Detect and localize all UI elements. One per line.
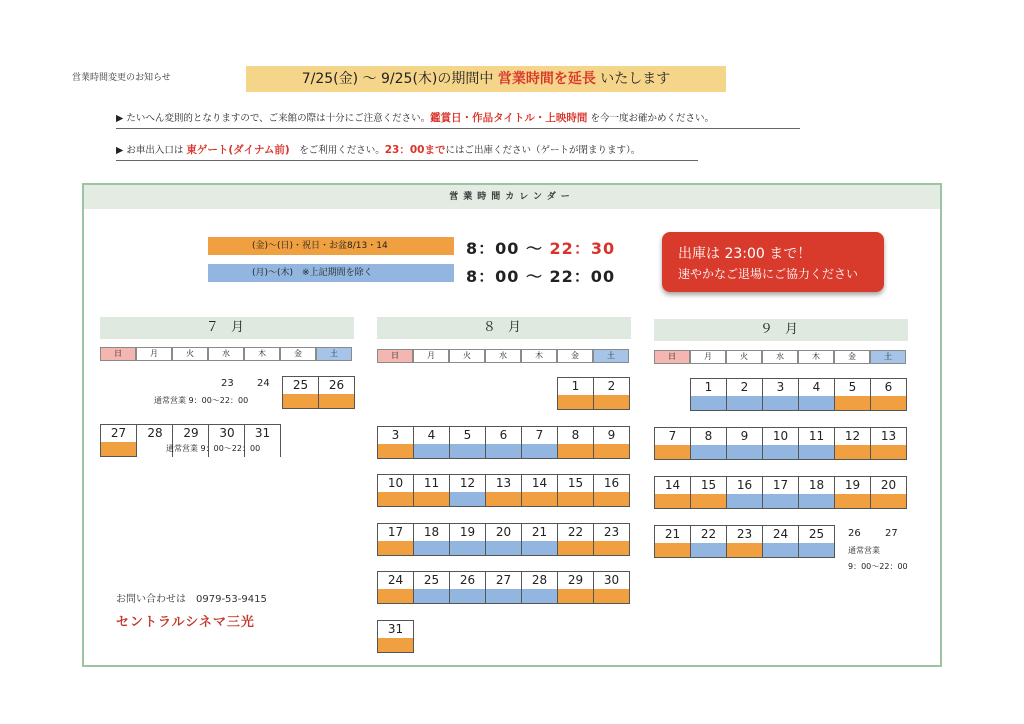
day-number: 29 — [567, 573, 584, 587]
day-number: 9 — [607, 427, 616, 442]
calendar-day-september-4 — [798, 378, 835, 411]
day-number: 25 — [423, 573, 440, 587]
day-number: 24 — [387, 573, 404, 587]
day-number: 8 — [704, 429, 713, 443]
calendar-day-september-22 — [690, 525, 727, 558]
calendar-day-september-13 — [870, 427, 907, 460]
day-number: 21 — [664, 527, 681, 541]
regular-hours-bar — [691, 396, 726, 410]
day-number: 15 — [700, 478, 717, 492]
notice-label: 営業時間変更のお知らせ — [72, 73, 171, 83]
calendar-day-september-8 — [690, 427, 727, 460]
extended-hours-bar — [378, 589, 413, 603]
calendar-day-august-8 — [557, 426, 594, 459]
calendar-day-august-17 — [377, 523, 414, 556]
extended-hours-bar — [871, 494, 906, 508]
extended-hours-bar — [522, 492, 557, 506]
day-number: 19 — [459, 524, 476, 539]
calendar-day-august-24 — [377, 571, 414, 604]
day-number: 3 — [776, 380, 785, 394]
line1-text: ▶ たいへん変則的となりますので、ご来館の際は十分にご注意ください。 — [116, 113, 431, 124]
exit-notice-line1: 出庫は 23:00 まで！ — [678, 246, 812, 262]
period-tilde: ～ — [358, 71, 381, 87]
regular-hours-bar — [763, 445, 798, 459]
sep-day-27: 27 — [885, 528, 898, 539]
weekday-header-august: 木 — [521, 349, 557, 363]
weekday-header-august: 水 — [485, 349, 521, 363]
regular-hours-bar — [414, 589, 449, 603]
day-number: 27 — [110, 426, 127, 440]
regular-hours-bar — [450, 444, 485, 458]
day-number: 11 — [808, 429, 825, 443]
extended-hours-bar — [655, 445, 690, 459]
weekday-header-july: 火 — [172, 347, 208, 361]
weekday-header-august: 火 — [449, 349, 485, 363]
day-number: 25 — [292, 378, 309, 392]
extended-hours-bar — [101, 442, 136, 456]
calendar-day-august-5 — [449, 426, 486, 459]
regular-hours-bar — [414, 541, 449, 555]
day-number: 4 — [812, 380, 821, 394]
extended-hours-bar — [835, 396, 870, 410]
calendar-day-september-7 — [654, 427, 691, 460]
weekday-header-august: 金 — [557, 349, 593, 363]
day-number: 7 — [668, 429, 677, 443]
day-number: 5 — [848, 380, 857, 394]
extended-hours-bar — [655, 543, 690, 557]
day-number: 2 — [607, 379, 616, 393]
day-number: 17 — [387, 524, 404, 539]
calendar-day-jul-25 — [282, 376, 319, 409]
extended-hours-bar — [283, 394, 318, 408]
extended-hours-bar — [594, 395, 629, 409]
calendar-day-august-18 — [413, 523, 450, 556]
extended-hours-bar — [655, 494, 690, 508]
day-number: 30 — [219, 426, 235, 440]
day-number: 30 — [603, 573, 620, 587]
line2-text: ▶ お車出入口は — [116, 145, 187, 156]
day-number: 31 — [387, 621, 404, 636]
legend-weekday-swatch: (月)～(木) ※上記期間を除く — [208, 264, 454, 282]
extended-hours-bar — [691, 494, 726, 508]
day-number: 12 — [844, 429, 861, 443]
weekday-header-july: 日 — [100, 347, 136, 361]
extended-hours-bar — [378, 638, 413, 652]
extended-hours-bar — [835, 445, 870, 459]
extended-hours-bar — [486, 492, 521, 506]
calendar-day-jul-26 — [318, 376, 355, 409]
extended-hours-bar — [378, 541, 413, 555]
day-number: 6 — [884, 380, 893, 394]
calendar-day-august-30 — [593, 571, 630, 604]
day-number: 11 — [423, 476, 440, 490]
period-start: 7/25(金) — [301, 71, 359, 87]
extended-hours-bar — [558, 444, 593, 458]
weekday-header-september: 水 — [762, 350, 798, 364]
day-number: 13 — [880, 429, 897, 443]
extended-hours-bar — [378, 444, 413, 458]
calendar-day-august-19 — [449, 523, 486, 556]
day-number: 12 — [459, 476, 476, 490]
day-number: 9 — [740, 429, 749, 443]
day-number: 5 — [463, 427, 472, 442]
calendar-day-august-14 — [521, 474, 558, 507]
calendar-day-september-16 — [726, 476, 763, 509]
calendar-day-august-10 — [377, 474, 414, 507]
regular-hours-bar — [799, 543, 834, 557]
calendar-day-september-10 — [762, 427, 799, 460]
month-header-august: ８ 月 — [377, 317, 631, 339]
extended-hours-bar — [378, 492, 413, 506]
extended-hours-bar — [558, 541, 593, 555]
day-number: 18 — [423, 524, 440, 539]
calendar-day-september-6 — [870, 378, 907, 411]
calendar-day-august-11 — [413, 474, 450, 507]
line2-highlight-time: 23：00まで — [384, 144, 446, 156]
calendar-day-september-20 — [870, 476, 907, 509]
calendar-day-september-24 — [762, 525, 799, 558]
day-number: 3 — [391, 427, 400, 442]
regular-hours-bar — [799, 445, 834, 459]
day-number: 15 — [567, 476, 584, 490]
line1-end: を今一度お確かめください。 — [587, 113, 714, 124]
day-number: 26 — [328, 378, 345, 392]
day-number: 22 — [700, 527, 717, 541]
day-number: 26 — [459, 573, 476, 587]
july-normal-hours-note-1: 通常営業 9：00～22：00 — [154, 396, 249, 405]
day-number: 24 — [772, 527, 789, 541]
calendar-day-august-4 — [413, 426, 450, 459]
headline-highlight: 営業時間を延長 — [497, 71, 596, 87]
day-number: 23 — [736, 527, 753, 541]
headline-mid: の期間中 — [437, 71, 498, 87]
extended-hours-bar — [558, 589, 593, 603]
calendar-day-september-11 — [798, 427, 835, 460]
day-number: 29 — [183, 426, 199, 440]
extended-hours-bar — [871, 396, 906, 410]
day-number: 17 — [772, 478, 789, 492]
day-number: 16 — [736, 478, 753, 492]
day-number: 7 — [535, 427, 544, 442]
weekday-header-august: 日 — [377, 349, 413, 363]
extended-hours-bar — [319, 394, 354, 408]
regular-hours-bar — [414, 444, 449, 458]
day-number: 16 — [603, 476, 620, 490]
day-number: 27 — [495, 573, 512, 587]
regular-hours-bar — [450, 541, 485, 555]
line2-end: にはご出庫ください（ゲートが閉まります）。 — [445, 145, 641, 156]
calendar-day-september-2 — [726, 378, 763, 411]
calendar-day-jul-27 — [100, 424, 137, 457]
extended-hours-bar — [594, 589, 629, 603]
regular-hours-bar — [691, 543, 726, 557]
sep-normal-hours-note-1: 通常営業 — [848, 546, 880, 555]
weekday-header-july: 金 — [280, 347, 316, 361]
regular-hours-bar — [486, 589, 521, 603]
calendar-day-september-25 — [798, 525, 835, 558]
weekend-hours-start: 8：00 ～ — [466, 239, 550, 258]
weekday-header-july: 水 — [208, 347, 244, 361]
sep-normal-hours-note-2: 9：00～22：00 — [848, 562, 908, 571]
weekday-header-august: 土 — [593, 349, 629, 363]
regular-hours-bar — [450, 492, 485, 506]
july-day-23: 23 — [221, 378, 234, 389]
weekday-header-september: 金 — [834, 350, 870, 364]
calendar-day-september-14 — [654, 476, 691, 509]
extended-hours-bar — [558, 492, 593, 506]
regular-hours-bar — [727, 396, 762, 410]
weekday-header-july: 月 — [136, 347, 172, 361]
regular-hours-bar — [763, 396, 798, 410]
day-number: 2 — [740, 380, 749, 394]
day-number: 10 — [772, 429, 789, 443]
calendar-day-september-9 — [726, 427, 763, 460]
calendar-day-august-28 — [521, 571, 558, 604]
day-number: 14 — [531, 476, 548, 490]
weekday-header-august: 月 — [413, 349, 449, 363]
calendar-day-august-27 — [485, 571, 522, 604]
july-normal-hours-note-2: 通常営業 9：00～22：00 — [166, 444, 261, 453]
day-number: 4 — [427, 427, 436, 442]
extended-hours-bar — [558, 395, 593, 409]
day-number: 28 — [531, 573, 548, 587]
sep-day-26: 26 — [848, 528, 861, 539]
calendar-day-august-22 — [557, 523, 594, 556]
period-end: 9/25(木) — [381, 71, 438, 87]
day-number: 10 — [387, 476, 404, 490]
weekday-header-september: 火 — [726, 350, 762, 364]
calendar-day-september-15 — [690, 476, 727, 509]
extended-hours-bar — [594, 444, 629, 458]
notice-line-1 — [116, 110, 800, 129]
month-header-september: ９ 月 — [654, 319, 908, 341]
calendar-day-september-23 — [726, 525, 763, 558]
day-number: 6 — [499, 427, 508, 442]
july-day-24: 24 — [257, 378, 270, 389]
exit-notice-line2: 速やかなご退場にご協力ください — [678, 267, 859, 281]
calendar-day-september-12 — [834, 427, 871, 460]
regular-hours-bar — [522, 444, 557, 458]
calendar-day-september-3 — [762, 378, 799, 411]
regular-hours-bar — [763, 494, 798, 508]
calendar-day-august-12 — [449, 474, 486, 507]
day-number: 18 — [808, 478, 825, 492]
weekend-hours — [466, 236, 615, 259]
legend-weekend-swatch: (金)～(日)・祝日・お盆8/13・14 — [208, 237, 454, 255]
calendar-day-september-17 — [762, 476, 799, 509]
day-number: 28 — [147, 426, 163, 440]
calendar-day-august-25 — [413, 571, 450, 604]
extended-hours-bar — [594, 541, 629, 555]
calendar-day-august-20 — [485, 523, 522, 556]
calendar-day-august-13 — [485, 474, 522, 507]
extended-hours-bar — [727, 543, 762, 557]
day-number: 22 — [567, 524, 584, 539]
calendar-day-september-5 — [834, 378, 871, 411]
day-number: 14 — [664, 478, 681, 492]
calendar-day-august-29 — [557, 571, 594, 604]
extended-hours-bar — [414, 492, 449, 506]
day-number: 25 — [808, 527, 825, 541]
extended-hours-bar — [871, 445, 906, 459]
weekday-header-september: 月 — [690, 350, 726, 364]
weekday-hours: 8：00 ～ 22：00 — [466, 267, 616, 286]
calendar-day-september-19 — [834, 476, 871, 509]
calendar-day-august-21 — [521, 523, 558, 556]
calendar-day-august-6 — [485, 426, 522, 459]
day-number: 31 — [254, 426, 271, 440]
regular-hours-bar — [486, 444, 521, 458]
month-header-july: ７ 月 — [100, 317, 354, 339]
calendar-day-august-1 — [557, 377, 594, 410]
day-number: 8 — [571, 427, 580, 442]
calendar-day-september-21 — [654, 525, 691, 558]
weekday-header-september: 木 — [798, 350, 834, 364]
extended-hours-bar — [594, 492, 629, 506]
regular-hours-bar — [522, 589, 557, 603]
calendar-day-august-31 — [377, 620, 414, 653]
calendar-day-august-7 — [521, 426, 558, 459]
regular-hours-bar — [727, 445, 762, 459]
regular-hours-bar — [799, 494, 834, 508]
weekday-header-september: 土 — [870, 350, 906, 364]
brand-logo: セントラルシネマ三光 — [116, 615, 255, 630]
calendar-day-august-23 — [593, 523, 630, 556]
line2-mid: をご利用ください。 — [289, 145, 385, 156]
day-number: 1 — [571, 379, 580, 393]
calendar-day-september-18 — [798, 476, 835, 509]
day-number: 1 — [704, 380, 713, 394]
calendar-title: 営業時間カレンダー — [84, 185, 940, 209]
day-number: 20 — [880, 478, 897, 492]
regular-hours-bar — [486, 541, 521, 555]
line1-highlight: 鑑賞日・作品タイトル・上映時間 — [430, 112, 588, 124]
regular-hours-bar — [727, 494, 762, 508]
weekday-header-september: 日 — [654, 350, 690, 364]
calendar-day-august-9 — [593, 426, 630, 459]
calendar-day-august-16 — [593, 474, 630, 507]
notice-line-2 — [116, 142, 698, 161]
regular-hours-bar — [763, 543, 798, 557]
headline-banner — [246, 66, 726, 92]
regular-hours-bar — [450, 589, 485, 603]
calendar-day-august-2 — [593, 377, 630, 410]
regular-hours-bar — [522, 541, 557, 555]
calendar-day-august-15 — [557, 474, 594, 507]
extended-hours-bar — [835, 494, 870, 508]
weekday-header-july: 土 — [316, 347, 352, 361]
weekday-header-july: 木 — [244, 347, 280, 361]
regular-hours-bar — [799, 396, 834, 410]
day-number: 23 — [603, 524, 620, 539]
regular-hours-bar — [691, 445, 726, 459]
calendar-day-september-1 — [690, 378, 727, 411]
exit-notice-box — [662, 232, 884, 292]
line2-highlight-gate: 東ゲート(ダイナム前) — [186, 144, 290, 156]
day-number: 20 — [495, 524, 512, 539]
day-number: 13 — [495, 476, 512, 490]
weekend-hours-end: 22：30 — [549, 239, 616, 258]
calendar-day-august-26 — [449, 571, 486, 604]
calendar-day-august-3 — [377, 426, 414, 459]
day-number: 21 — [531, 524, 548, 539]
day-number: 19 — [844, 478, 861, 492]
headline-end: いたします — [595, 71, 671, 87]
contact-phone: お問い合わせは 0979-53-9415 — [116, 594, 267, 605]
